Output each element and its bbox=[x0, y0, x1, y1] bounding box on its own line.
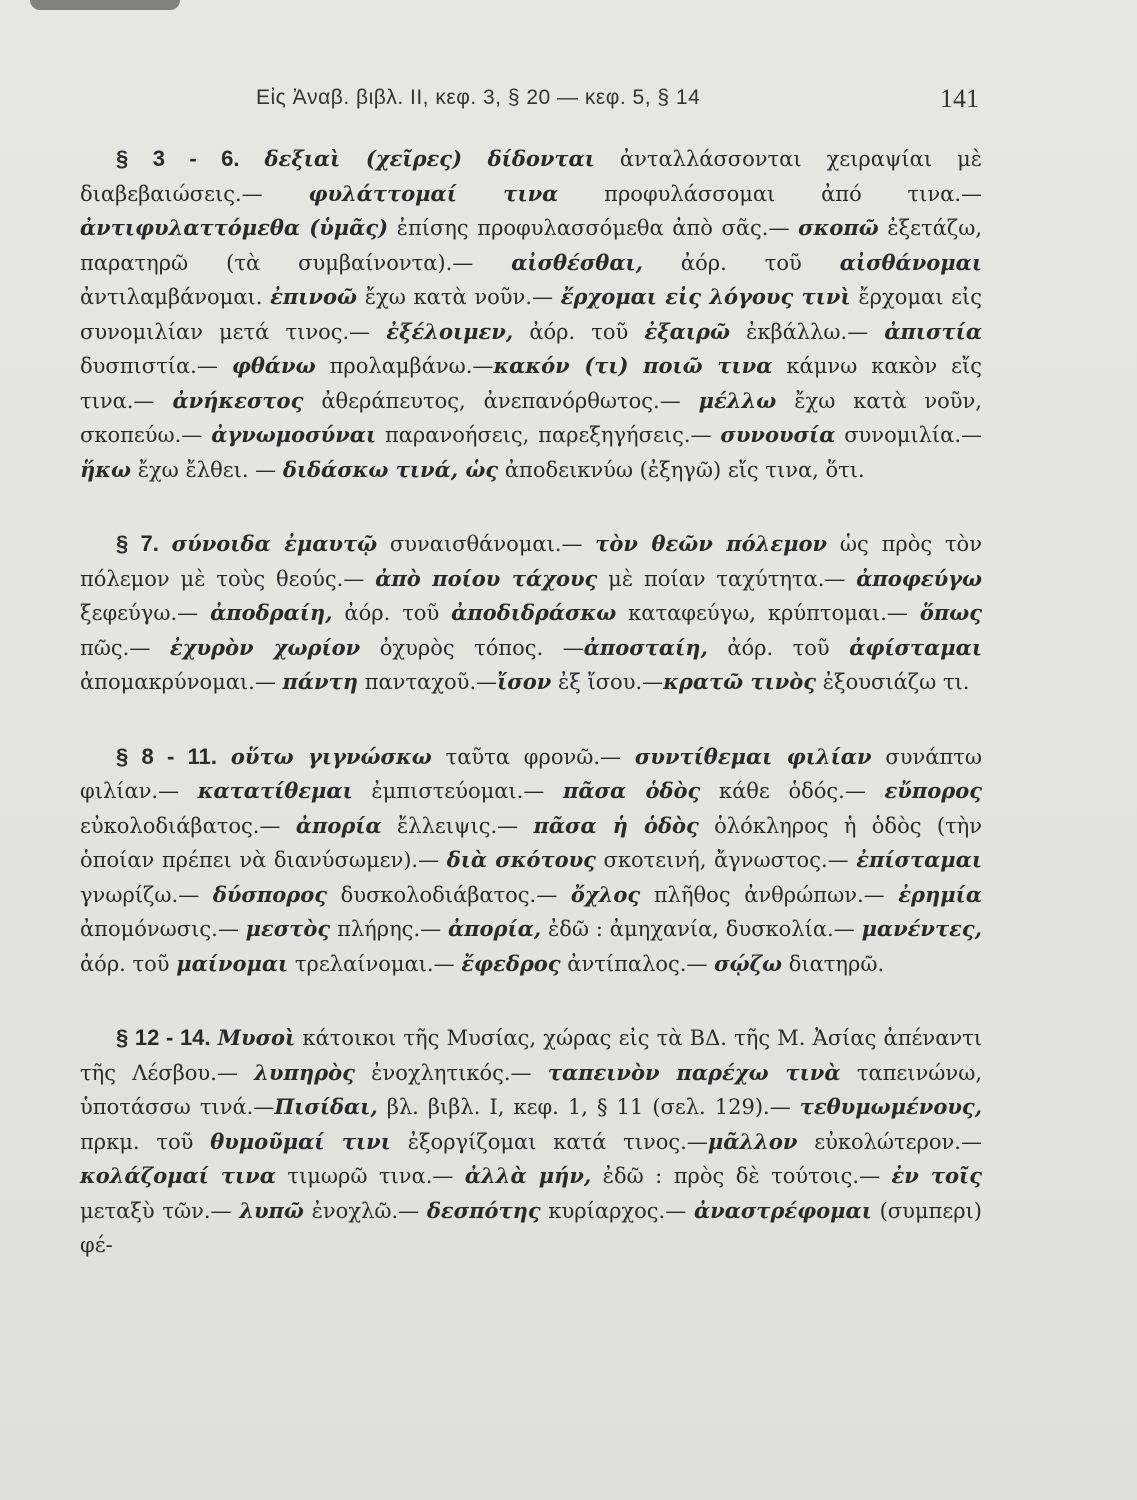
gloss-text: μὲ ποίαν ταχύτητα.— bbox=[597, 566, 857, 591]
scan-edge-mark bbox=[30, 0, 180, 10]
lemma-term: ἀπορία, bbox=[447, 916, 542, 941]
commentary-body bbox=[80, 142, 982, 1263]
lemma-term: Πισίδαι, bbox=[274, 1094, 378, 1119]
gloss-text: ἀντίπαλος.— bbox=[560, 951, 715, 976]
gloss-text: καταφεύγω, κρύπτομαι.— bbox=[616, 601, 920, 625]
lemma-term: κακόν (τι) ποιῶ τινα bbox=[493, 353, 773, 378]
gloss-text: διατηρῶ. bbox=[782, 951, 885, 976]
lemma-term: ἔφεδρος bbox=[461, 950, 561, 976]
gloss-text: κάθε ὁδός.— bbox=[700, 779, 885, 803]
gloss-text: ἐνοχλῶ.— bbox=[303, 1198, 427, 1223]
gloss-text: ταπεινώνω, ὑποτάσσω τινά.— bbox=[80, 1060, 982, 1119]
lemma-term: ἐπίσταμαι bbox=[856, 847, 982, 872]
gloss-text: εὐκολοδιάβατος.— bbox=[80, 813, 296, 838]
gloss-text: ὀχυρὸς τόπος. — bbox=[360, 635, 584, 660]
gloss-text: συνάπτω φιλίαν.— bbox=[80, 744, 982, 803]
lemma-term: ἐξαιρῶ bbox=[644, 318, 730, 344]
lemma-term: ἀπὸ ποίου τάχους bbox=[375, 565, 598, 591]
section-paragraph bbox=[80, 1021, 982, 1263]
gloss-text: εὐκολώτερον.— bbox=[797, 1129, 982, 1154]
lemma-term: μαίνομαι bbox=[176, 950, 289, 976]
gloss-text: ἀόρ. τοῦ bbox=[642, 250, 840, 275]
gloss-text: πλήρης.— bbox=[330, 917, 448, 941]
lemma-term: συντίθεμαι φιλίαν bbox=[634, 743, 872, 769]
gloss-text: πῶς.— bbox=[80, 635, 170, 660]
lemma-term: ἀποσταίη, bbox=[583, 634, 708, 660]
gloss-text: ξεφεύγω.— bbox=[80, 601, 211, 625]
lemma-term: δεσπότης bbox=[426, 1197, 541, 1223]
gloss-text: ὡς πρὸς τὸν πόλεμον μὲ τοὺς θεούς.— bbox=[80, 532, 982, 591]
lemma-term: ἀγνωμοσύναι bbox=[211, 422, 377, 447]
lemma-term: ἀποφεύγω bbox=[856, 565, 982, 591]
lemma-term: ἐπινοῶ bbox=[270, 284, 357, 309]
lemma-term: ἐξέλοιμεν, bbox=[386, 318, 514, 344]
gloss-text: ταῦτα φρονῶ.— bbox=[431, 744, 635, 769]
gloss-text: ἐμπιστεύομαι.— bbox=[352, 779, 564, 803]
gloss-text: ἐξοργίζομαι κατά τινος.— bbox=[390, 1129, 708, 1154]
lemma-term: λυπῶ bbox=[239, 1197, 304, 1223]
lemma-term: ἀποδραίη, bbox=[210, 600, 333, 625]
lemma-term: ἀφίσταμαι bbox=[849, 634, 982, 660]
gloss-text: πρκμ. τοῦ bbox=[80, 1129, 211, 1154]
lemma-term: διδάσκω τινά, ὡς bbox=[282, 456, 499, 482]
lemma-term: σκοπῶ bbox=[798, 215, 879, 240]
page-number: 141 bbox=[940, 84, 979, 113]
lemma-term: συνουσία bbox=[720, 422, 836, 447]
lemma-term: εὔπορος bbox=[884, 778, 982, 803]
lemma-term: ἀπορία bbox=[295, 812, 382, 838]
gloss-text: ἀπομόνωσις.— bbox=[80, 917, 246, 941]
lemma-term: φθάνω bbox=[231, 353, 316, 378]
gloss-text: κάμνω κακὸν εἴς τινα.— bbox=[80, 354, 982, 413]
lemma-term: οὕτω γιγνώσκω bbox=[230, 743, 432, 769]
lemma-term: ἀντιφυλαττόμεθα (ὑμᾶς) bbox=[80, 215, 389, 240]
lemma-term: μᾶλλον bbox=[707, 1128, 798, 1154]
gloss-text: (συμπερι) φέ- bbox=[80, 1198, 982, 1257]
lemma-term: ἔρχομαι εἰς λόγους τινὶ bbox=[560, 284, 851, 309]
gloss-text: σκοτεινή, ἄγνωστος.— bbox=[595, 848, 857, 872]
lemma-term: πᾶσα ἡ ὁδὸς bbox=[533, 812, 699, 838]
lemma-term: κατατίθεμαι bbox=[197, 778, 353, 803]
gloss-text: βλ. βιβλ. I, κεφ. 1, § 11 (σελ. 129).— bbox=[377, 1095, 800, 1119]
gloss-text: προφυλάσσομαι ἀπό τινα.— bbox=[558, 181, 982, 206]
lemma-term: θυμοῦμαί τινι bbox=[210, 1128, 391, 1154]
gloss-text: ἐδῶ : πρὸς δὲ τούτοις.— bbox=[591, 1164, 892, 1188]
gloss-text: ἔχω ἔλθει. — bbox=[131, 457, 283, 482]
gloss-text: πλῆθος ἀνθρώπων.— bbox=[640, 882, 899, 907]
gloss-text: ἔχω κατὰ νοῦν, σκοπεύω.— bbox=[80, 388, 982, 447]
lemma-term: ταπεινὸν παρέχω τινὰ bbox=[547, 1059, 841, 1085]
lemma-term: ἐρημία bbox=[898, 881, 982, 907]
lemma-term: αἰσθάνομαι bbox=[839, 249, 982, 275]
gloss-text: δυσπιστία.— bbox=[80, 354, 232, 378]
gloss-text: ἔλλειψις.— bbox=[381, 813, 534, 838]
gloss-text: προλαμβάνω.— bbox=[315, 354, 494, 378]
section-heading: § 7. bbox=[116, 531, 159, 556]
gloss-text: ὁλόκληρος ἡ ὁδὸς (τὴν ὁποίαν πρέπει νὰ διανύσωμεν).— bbox=[80, 813, 983, 872]
lemma-term: ἐχυρὸν χωρίον bbox=[169, 634, 361, 660]
lemma-term: δύσπορος bbox=[212, 881, 328, 907]
lemma-term: ὅπως bbox=[919, 600, 983, 625]
section-heading: § 8 - 11. bbox=[116, 743, 218, 769]
gloss-text: ἐπίσης προφυλασσόμεθα ἀπὸ σᾶς.— bbox=[388, 216, 799, 240]
lemma-term: δεξιαὶ (χεῖρες) δίδονται bbox=[264, 146, 595, 171]
section-paragraph bbox=[80, 740, 982, 982]
lemma-term: ὄχλος bbox=[570, 881, 641, 907]
lemma-term: μανέντες, bbox=[861, 916, 982, 941]
gloss-text: συνομιλία.— bbox=[835, 423, 982, 447]
lemma-term: αἰσθέσθαι, bbox=[511, 249, 643, 275]
running-header: Εἰς Ἀναβ. βιβλ. II, κεφ. 3, § 20 — κεφ. 5, § 14 bbox=[256, 86, 701, 109]
lemma-term: ἀναστρέφομαι bbox=[693, 1197, 872, 1223]
lemma-term: ἀποδιδράσκω bbox=[451, 600, 617, 625]
lemma-term: ἀνήκεστος bbox=[172, 387, 304, 413]
section-paragraph bbox=[80, 527, 982, 700]
lemma-term: φυλάττομαί τινα bbox=[308, 180, 559, 206]
gloss-text: ἐδῶ : ἀμηχανία, δυσκολία.— bbox=[541, 917, 862, 941]
lemma-term: σύνοιδα ἐμαυτῷ bbox=[171, 531, 378, 556]
lemma-term: Μυσοὶ bbox=[217, 1025, 296, 1050]
lemma-term: σῴζω bbox=[714, 950, 783, 976]
gloss-text: κάτοικοι τῆς Μυσίας, χώρας εἰς τὰ ΒΔ. τῆς Μ. Ἀσίας ἀπέναντι τῆς Λέσβου.— bbox=[80, 1026, 982, 1085]
section-paragraph bbox=[80, 142, 982, 487]
gloss-text: ἐξετάζω, παρατηρῶ (τὰ συμβαίνοντα).— bbox=[80, 216, 983, 275]
gloss-text: ἀποδεικνύω (ἐξηγῶ) εἴς τινα, ὅτι. bbox=[498, 457, 865, 482]
lemma-term: τεθυμωμένους, bbox=[799, 1094, 983, 1119]
section-text bbox=[80, 745, 982, 976]
gloss-text: μεταξὺ τῶν.— bbox=[80, 1198, 240, 1223]
lemma-term: μεστὸς bbox=[245, 916, 331, 941]
lemma-term: πάντη bbox=[282, 669, 359, 694]
lemma-term: τὸν θεῶν πόλεμον bbox=[595, 531, 828, 556]
gloss-text: πανταχοῦ.— bbox=[358, 670, 498, 694]
section-text bbox=[80, 147, 982, 482]
gloss-text: τιμωρῶ τινα.— bbox=[275, 1164, 465, 1188]
gloss-text: ἀόρ. τοῦ bbox=[707, 635, 850, 660]
lemma-term: ἥκω bbox=[80, 456, 132, 482]
gloss-text: παρανοήσεις, παρεξηγήσεις.— bbox=[376, 423, 721, 447]
section-text bbox=[80, 532, 982, 694]
gloss-text: ἐξουσιάζω τι. bbox=[816, 670, 970, 694]
gloss-text: γνωρίζω.— bbox=[80, 882, 213, 907]
gloss-text: ἀόρ. τοῦ bbox=[80, 951, 177, 976]
section-heading: § 12 - 14. bbox=[116, 1025, 211, 1050]
lemma-term: ἀλλὰ μήν, bbox=[464, 1163, 592, 1188]
lemma-term: κολάζομαί τινα bbox=[80, 1163, 276, 1188]
gloss-text: δυσκολοδιάβατος.— bbox=[327, 882, 571, 907]
gloss-text: τρελαίνομαι.— bbox=[288, 951, 462, 976]
gloss-text: κυρίαρχος.— bbox=[540, 1198, 694, 1223]
gloss-text: ἀθεράπευτος, ἀνεπανόρθωτος.— bbox=[303, 388, 699, 413]
lemma-term: ἴσον bbox=[497, 669, 552, 694]
section-text bbox=[80, 1026, 982, 1257]
lemma-term: μέλλω bbox=[698, 387, 777, 413]
gloss-text: ἀόρ. τοῦ bbox=[332, 601, 452, 625]
lemma-term: ἐν τοῖς bbox=[891, 1163, 982, 1188]
lemma-term: λυπηρὸς bbox=[254, 1059, 355, 1085]
lemma-term: πᾶσα ὁδὸς bbox=[563, 778, 701, 803]
section-heading: § 3 - 6. bbox=[116, 146, 240, 171]
gloss-text: ἐκβάλλω.— bbox=[729, 319, 885, 344]
gloss-text: ἔχω κατὰ νοῦν.— bbox=[357, 285, 561, 309]
gloss-text: ἔρχομαι εἰς συνομιλίαν μετά τινος.— bbox=[80, 285, 983, 344]
gloss-text: ἐξ ἴσου.— bbox=[551, 670, 664, 694]
gloss-text: ἐνοχλητικός.— bbox=[354, 1060, 548, 1085]
gloss-text: ἀπομακρύνομαι.— bbox=[80, 670, 283, 694]
gloss-text: ἀόρ. τοῦ bbox=[513, 319, 645, 344]
lemma-term: κρατῶ τινὸς bbox=[663, 669, 817, 694]
gloss-text: ἀνταλλάσσονται χειραψίαι μὲ διαβεβαιώσεις.— bbox=[80, 147, 982, 206]
lemma-term: ἀπιστία bbox=[884, 318, 982, 344]
gloss-text: συναισθάνομαι.— bbox=[377, 532, 596, 556]
gloss-text: ἀντιλαμβάνομαι. bbox=[80, 285, 271, 309]
lemma-term: διὰ σκότους bbox=[446, 847, 596, 872]
